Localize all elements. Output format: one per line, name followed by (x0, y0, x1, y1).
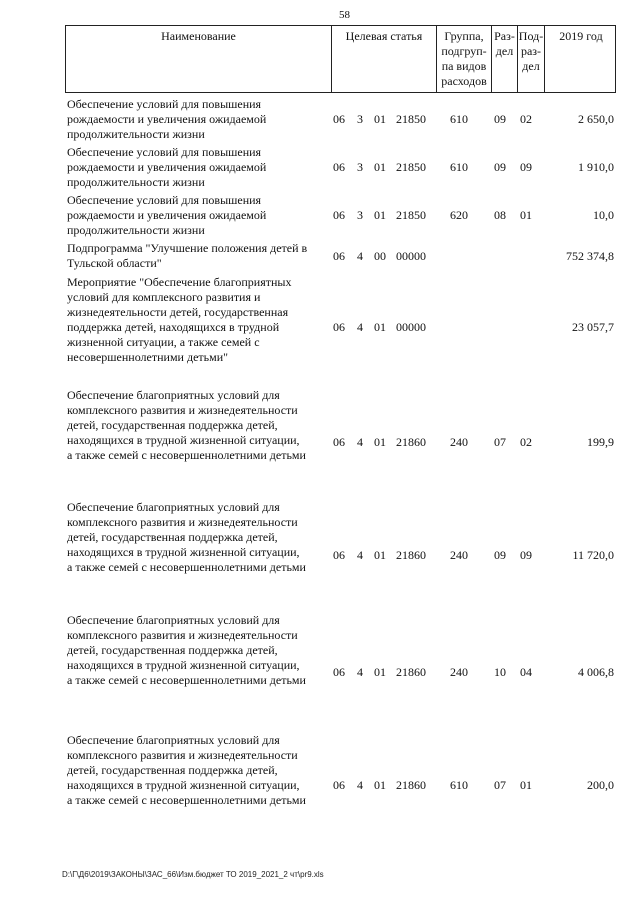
row-section: 08 (494, 208, 506, 222)
row-c3: 01 (374, 208, 386, 222)
row-name: Обеспечение условий для повышения рождаемости и увеличения ожидаемой продолжительности жизни (67, 193, 267, 237)
row-section: 09 (494, 548, 506, 562)
row-c2: 4 (357, 778, 363, 792)
file-path-footer: D:\Г\Д6\2019\ЗАКОНЫ\ЗАС_66\Изм.бюджет ТО 2019_2021_2 чт\pr9.xls (62, 870, 324, 879)
row-group: 620 (450, 208, 468, 222)
row-c3: 01 (374, 665, 386, 679)
row-c2: 4 (357, 548, 363, 562)
row-c1: 06 (333, 112, 345, 126)
row-c1: 06 (333, 665, 345, 679)
row-c3: 01 (374, 548, 386, 562)
row-amount: 1 910,0 (578, 160, 614, 174)
row-c4: 21850 (396, 160, 426, 174)
row-c1: 06 (333, 208, 345, 222)
row-amount: 200,0 (587, 778, 614, 792)
row-subsection: 01 (520, 778, 532, 792)
row-section: 10 (494, 665, 506, 679)
row-name: Обеспечение благоприятных условий для комплексного развития и жизнедеятельности детей, государственная поддержка детей, находящихся в трудной жизненной ситуации, а также семей с несовершеннолетними детьми (67, 500, 306, 574)
row-section: 07 (494, 435, 506, 449)
row-section: 09 (494, 160, 506, 174)
row-name: Обеспечение условий для повышения рождаемости и увеличения ожидаемой продолжительности жизни (67, 145, 267, 189)
row-section: 07 (494, 778, 506, 792)
row-c1: 06 (333, 320, 345, 334)
row-c3: 00 (374, 249, 386, 263)
row-amount: 10,0 (593, 208, 614, 222)
row-c4: 21850 (396, 208, 426, 222)
row-c1: 06 (333, 778, 345, 792)
header-name: Наименование (161, 29, 236, 43)
row-name: Мероприятие "Обеспечение благоприятных условий для комплексного развития и жизнедеятельности детей, государственная поддержка детей, находящихся в трудной жизненной ситуации, а также семей с несовершеннолетними детьми" (67, 275, 292, 364)
row-name: Обеспечение благоприятных условий для комплексного развития и жизнедеятельности детей, государственная поддержка детей, находящихся в трудной жизненной ситуации, а также семей с несовершеннолетними детьми (67, 733, 306, 807)
row-c3: 01 (374, 778, 386, 792)
row-c2: 4 (357, 665, 363, 679)
row-group: 610 (450, 160, 468, 174)
row-c4: 21850 (396, 112, 426, 126)
row-c1: 06 (333, 548, 345, 562)
row-c4: 21860 (396, 548, 426, 562)
row-group: 240 (450, 548, 468, 562)
row-c2: 4 (357, 435, 363, 449)
row-subsection: 02 (520, 112, 532, 126)
header-group: Группа, подгруп- па видов расходов (436, 26, 491, 92)
row-c2: 4 (357, 249, 363, 263)
row-group: 240 (450, 435, 468, 449)
row-c4: 00000 (396, 320, 426, 334)
row-c4: 21860 (396, 778, 426, 792)
table-header (65, 25, 616, 93)
row-c2: 3 (357, 160, 363, 174)
row-amount: 11 720,0 (572, 548, 614, 562)
row-c4: 21860 (396, 665, 426, 679)
row-amount: 23 057,7 (572, 320, 614, 334)
page-number: 58 (339, 9, 350, 21)
row-c4: 21860 (396, 435, 426, 449)
header-year: 2019 год (544, 26, 617, 92)
row-c1: 06 (333, 249, 345, 263)
row-subsection: 01 (520, 208, 532, 222)
row-amount: 4 006,8 (578, 665, 614, 679)
row-group: 240 (450, 665, 468, 679)
row-amount: 2 650,0 (578, 112, 614, 126)
row-c4: 00000 (396, 249, 426, 263)
row-name: Обеспечение благоприятных условий для комплексного развития и жизнедеятельности детей, государственная поддержка детей, находящихся в трудной жизненной ситуации, а также семей с несовершеннолетними детьми (67, 613, 306, 687)
row-amount: 752 374,8 (566, 249, 614, 263)
row-subsection: 04 (520, 665, 532, 679)
row-amount: 199,9 (587, 435, 614, 449)
row-subsection: 02 (520, 435, 532, 449)
row-c2: 3 (357, 112, 363, 126)
row-group: 610 (450, 778, 468, 792)
row-name: Подпрограмма "Улучшение положения детей в Тульской области" (67, 241, 308, 270)
row-name: Обеспечение благоприятных условий для комплексного развития и жизнедеятельности детей, государственная поддержка детей, находящихся в трудной жизненной ситуации, а также семей с несовершеннолетними детьми (67, 388, 306, 462)
header-target: Целевая статья (331, 26, 436, 92)
row-c1: 06 (333, 160, 345, 174)
row-name: Обеспечение условий для повышения рождаемости и увеличения ожидаемой продолжительности жизни (67, 97, 267, 141)
row-subsection: 09 (520, 548, 532, 562)
row-group: 610 (450, 112, 468, 126)
header-subsection: Под- раз- дел (517, 26, 544, 92)
row-c3: 01 (374, 160, 386, 174)
header-section: Раз- дел (491, 26, 517, 92)
row-c3: 01 (374, 320, 386, 334)
row-c3: 01 (374, 435, 386, 449)
row-subsection: 09 (520, 160, 532, 174)
row-c2: 3 (357, 208, 363, 222)
row-c2: 4 (357, 320, 363, 334)
row-c3: 01 (374, 112, 386, 126)
row-section: 09 (494, 112, 506, 126)
row-c1: 06 (333, 435, 345, 449)
